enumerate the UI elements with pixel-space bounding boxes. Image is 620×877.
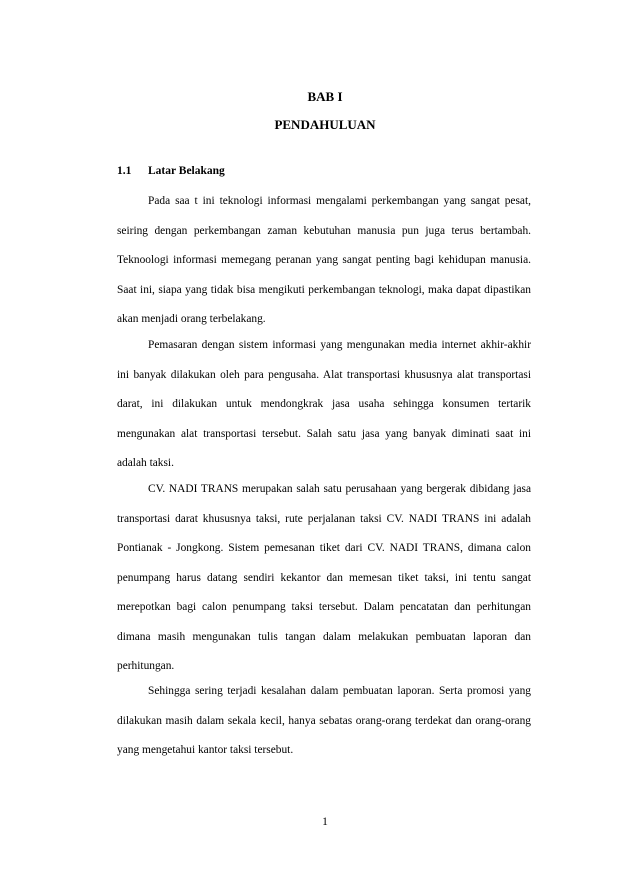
paragraph-text: CV. NADI TRANS merupakan salah satu perusahaan yang bergerak dibidang jasa transportasi darat khususnya taksi, rute perjalanan taksi CV. NADI TRANS ini adalah Pontianak - Jongkong. Sistem pemesanan tiket dari CV. NADI TRANS, dimana calon penumpang harus datang sendiri kekantor dan memesan tiket taksi, ini tentu sangat merepotkan bagi calon penumpang taksi tersebut. Dalam pencatatan dan perhitungan dimana masih mengunakan tulis tangan dalam melakukan pembuatan laporan dan perhitungan. xyxy=(117,483,531,672)
paragraph-text: Sehingga sering terjadi kesalahan dalam pembuatan laporan. Serta promosi yang dilakukan masih dalam sekala kecil, hanya sebatas orang-orang terdekat dan orang-orang yang mengetahui kantor taksi tersebut. xyxy=(117,685,531,756)
chapter-label: BAB I xyxy=(307,89,343,104)
section-heading xyxy=(117,165,225,177)
paragraph xyxy=(117,187,531,335)
paragraph xyxy=(117,475,531,682)
section-title: Latar Belakang xyxy=(148,165,225,177)
paragraph-text: Pemasaran dengan sistem informasi yang mengunakan media internet akhir-akhir ini banyak dilakukan oleh para pengusaha. Alat transportasi khususnya alat transportasi darat, ini dilakukan untuk mendongkrak jasa usaha sehingga konsumen tertarik mengunakan alat transportasi tersebut. Salah satu jasa yang banyak diminati saat ini adalah taksi. xyxy=(117,339,531,469)
section-number: 1.1 xyxy=(117,165,132,177)
paragraph xyxy=(117,677,531,766)
chapter-title: PENDAHULUAN xyxy=(274,117,376,132)
page-number: 1 xyxy=(322,816,328,828)
paragraph xyxy=(117,331,531,479)
paragraph-text: Pada saa t ini teknologi informasi mengalami perkembangan yang sangat pesat, seiring dengan perkembangan zaman kebutuhan manusia pun juga terus bertambah. Teknoologi informasi memegang peranan yang sangat penting bagi kehidupan manusia. Saat ini, siapa yang tidak bisa mengikuti perkembangan teknologi, maka dapat dipastikan akan menjadi orang terbelakang. xyxy=(117,195,531,325)
